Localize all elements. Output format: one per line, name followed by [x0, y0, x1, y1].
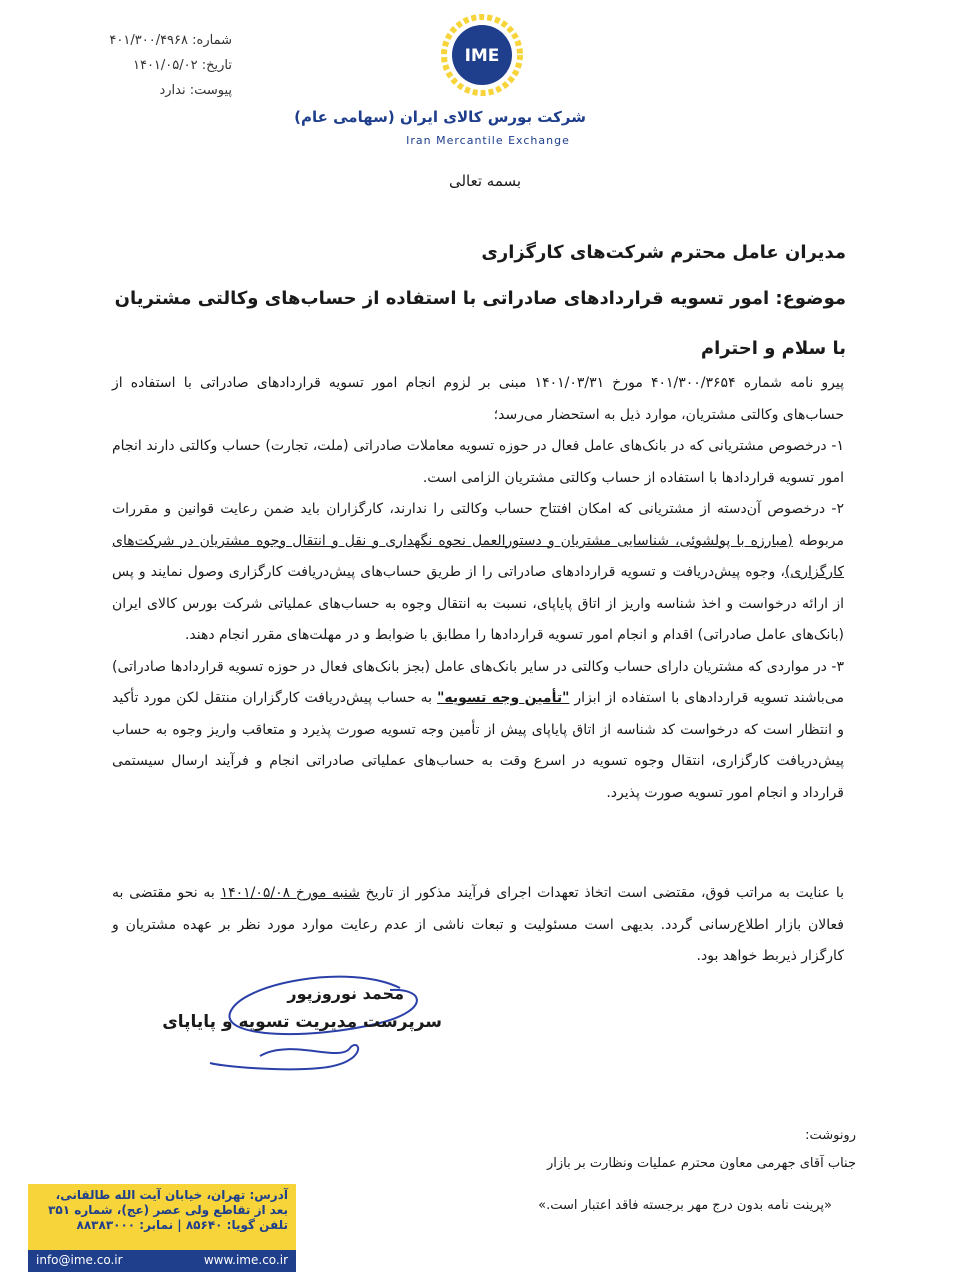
item-1: ۱- درخصوص مشتریانی که در بانک‌های عامل فعال در حوزه تسویه معاملات صادراتی (ملت، تجارت) حساب وکالتی دارند انجام امور تسویه قراردادها با استفاده از حساب وکالتی مشتریان الزامی است. — [112, 438, 844, 486]
item-3-part-a: ۳- در مواردی که مشتریان دارای حساب وکالتی در سایر بانک‌های عامل (بجز بانک‌های فعال در حوزه تسویه قراردادها صادراتی) می‌باشند تسویه قراردادهای با استفاده از ابزار — [112, 658, 844, 706]
intro-paragraph: پیرو نامه شماره ۴۰۱/۳۰۰/۳۶۵۴ مورخ ۱۴۰۱/۰۳/۳۱ مبنی بر لزوم انجام امور تسویه قراردادهای صادراتی با استفاده از حساب‌های وکالتی مشتریان، موارد ذیل به استحضار می‌رسد؛ — [112, 375, 844, 423]
ime-logo-icon — [441, 14, 523, 96]
signatory-name: محمد نوروزپور — [287, 984, 404, 1003]
footer-contact-bar — [28, 1250, 296, 1272]
cc-recipient: جناب آقای جهرمی معاون محترم عملیات ونظارت بر بازار — [547, 1156, 856, 1171]
footer-email: info@ime.co.ir — [36, 1253, 123, 1267]
validity-note: «پرینت نامه بدون درج مهر برجسته فاقد اعتبار است.» — [538, 1198, 832, 1213]
company-name-en: Iran Mercantile Exchange — [406, 134, 570, 147]
bismillah: بسمه تعالی — [448, 172, 522, 190]
cc-label: رونوشت: — [805, 1128, 856, 1143]
signatory-title: سرپرست مدیریت تسویه و پایاپای — [162, 1012, 442, 1032]
address-line-1: آدرس: تهران، خیابان آیت الله طالقانی، — [55, 1188, 288, 1202]
greeting: با سلام و احترام — [700, 338, 846, 359]
letter-number: شماره: ۴۰۱/۳۰۰/۴۹۶۸ — [109, 33, 232, 48]
footer-address — [38, 1188, 288, 1233]
subject: موضوع: امور تسویه قراردادهای صادراتی با استفاده از حساب‌های وکالتی مشتریان — [114, 288, 846, 309]
item-3-part-b: به حساب پیش‌دریافت کارگزاران منتقل لکن مورد تأکید و انتظار است که درخواست کد شناسه از اتاق پایاپای پیش از تأمین وجه تسویه صورت پذیرد و متعاقب واریز وجوه به حساب پیش‌دریافت کارگزاری، انتقال وجوه تسویه در اسرع وقت به حساب‌های عملیاتی صادراتی انجام و فرآیند ارسال سیستمی قرارداد و انجام امور تسویه صورت پذیرد. — [112, 690, 844, 801]
address-line-2: بعد از تقاطع ولی عصر (عج)، شماره ۳۵۱ — [48, 1203, 288, 1217]
closing-paragraph — [112, 878, 844, 973]
closing-part-a: با عنایت به مراتب فوق، مقتضی است اتخاذ تعهدات اجرای فرآیند مذکور از تاریخ — [359, 885, 845, 901]
item-2-underlined: (مبارزه با پولشوئی، شناسایی مشتریان و دستورالعمل نحوه نگهداری و نقل و انتقال وجوه مشتریان در شرکت‌های کارگزاری) — [112, 532, 844, 580]
item-3 — [112, 652, 844, 810]
closing-part-b: به نحو مقتضی به فعالان بازار اطلاع‌رسانی گردد. بدیهی است مسئولیت و تبعات ناشی از عدم رعایت موارد مورد نظر بر عهده مشتریان و کارگزار ذیربط خواهد بود. — [112, 885, 844, 964]
item-2-part-a: ۲- درخصوص آن‌دسته از مشتریانی که امکان افتتاح حساب وکالتی را ندارند، کارگزاران باید ضمن رعایت قوانین و مقررات مربوطه — [112, 501, 845, 549]
letter-attachment: پیوست: ندارد — [159, 83, 232, 98]
footer-website: www.ime.co.ir — [203, 1253, 288, 1267]
item-2-part-b: ، وجوه پیش‌دریافت و تسویه قراردادهای صادراتی را از طریق حساب‌های پیش‌دریافت کارگزاری وصول نمایند و پس از ارائه درخواست و اخذ شناسه واریز از اتاق پایاپای، نسبت به انتقال وجوه به حساب‌های عملیاتی شرکت بورس کالای ایران (بانک‌های عامل صادراتی) اقدام و انجام امور تسویه قراردادها را مطابق با ضوابط و در مهلت‌های مقرر انجام دهند. — [112, 564, 844, 643]
item-3-tool-name: "تأمین وجه تسویه" — [437, 690, 570, 706]
phone-line: تلفن گویا: ۸۵۶۴۰ | نمابر: ۸۸۳۸۳۰۰۰ — [76, 1218, 288, 1232]
logo-mark-text: IME — [464, 46, 500, 66]
letter-body — [112, 368, 844, 809]
letter-date: تاریخ: ۱۴۰۱/۰۵/۰۲ — [132, 58, 232, 73]
company-name-fa: شرکت بورس کالای ایران (سهامی عام) — [294, 108, 586, 126]
closing-date: شنبه مورخ ۱۴۰۱/۰۵/۰۸ — [220, 885, 360, 901]
addressee: مدیران عامل محترم شرکت‌های کارگزاری — [481, 242, 846, 263]
item-2 — [112, 494, 844, 652]
letter-meta — [109, 28, 232, 103]
